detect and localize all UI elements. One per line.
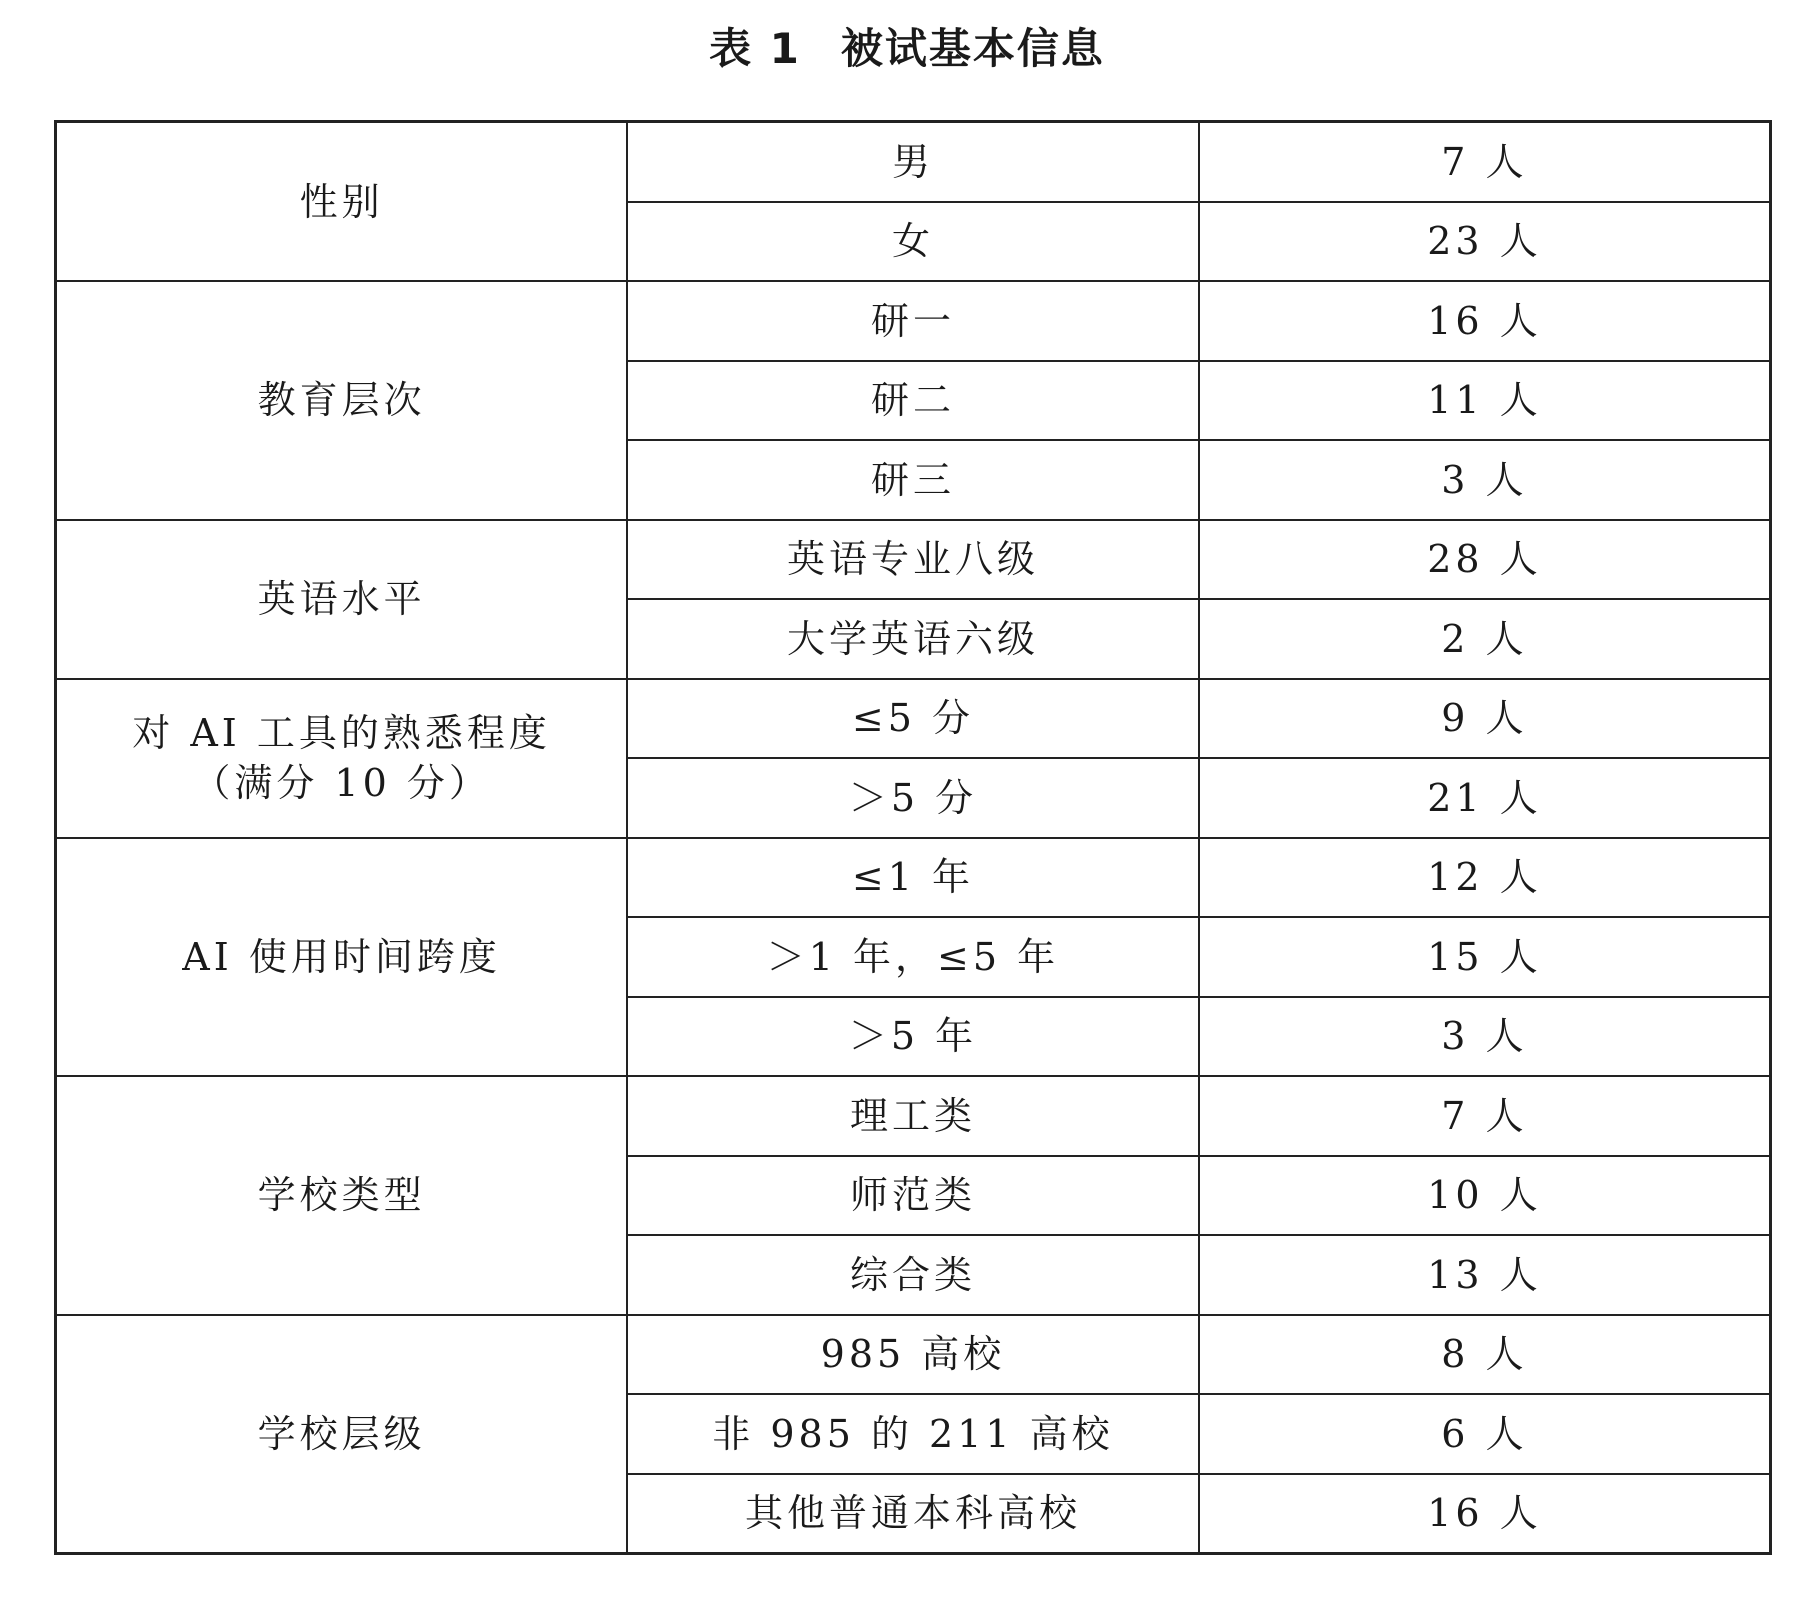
table-row bbox=[56, 1315, 1771, 1395]
table-row bbox=[56, 520, 1771, 600]
item-cell: 女 bbox=[627, 202, 1199, 282]
count-cell: 10 人 bbox=[1199, 1156, 1771, 1236]
count-cell: 11 人 bbox=[1199, 361, 1771, 441]
count-cell: 3 人 bbox=[1199, 440, 1771, 520]
item-cell: ＞5 年 bbox=[627, 997, 1199, 1077]
category-cell bbox=[56, 838, 628, 1077]
category-cell bbox=[56, 520, 628, 679]
item-cell: 综合类 bbox=[627, 1235, 1199, 1315]
category-cell bbox=[56, 1315, 628, 1554]
category-cell bbox=[56, 281, 628, 520]
count-cell: 15 人 bbox=[1199, 917, 1771, 997]
item-cell: 非 985 的 211 高校 bbox=[627, 1394, 1199, 1474]
count-cell: 9 人 bbox=[1199, 679, 1771, 759]
item-cell: 理工类 bbox=[627, 1076, 1199, 1156]
count-cell: 7 人 bbox=[1199, 122, 1771, 202]
category-label: 学校层级 bbox=[257, 1411, 426, 1456]
category-label: 英语水平 bbox=[257, 577, 426, 621]
item-cell: ＞1 年，≤5 年 bbox=[627, 917, 1199, 997]
table-number: 表 1 bbox=[709, 24, 801, 73]
table-row bbox=[56, 281, 1771, 361]
count-cell: 3 人 bbox=[1199, 997, 1771, 1077]
item-cell: 研二 bbox=[627, 361, 1199, 441]
table-title: 被试基本信息 bbox=[840, 24, 1105, 73]
category-label: 对 AI 工具的熟悉程度 bbox=[132, 711, 551, 755]
item-cell: 师范类 bbox=[627, 1156, 1199, 1236]
category-cell bbox=[56, 1076, 628, 1315]
count-cell: 7 人 bbox=[1199, 1076, 1771, 1156]
participant-info-table bbox=[54, 120, 1772, 1555]
item-cell: 大学英语六级 bbox=[627, 599, 1199, 679]
item-cell: 985 高校 bbox=[627, 1315, 1199, 1395]
category-cell bbox=[56, 679, 628, 838]
count-cell: 8 人 bbox=[1199, 1315, 1771, 1395]
count-cell: 6 人 bbox=[1199, 1394, 1771, 1474]
item-cell: 研三 bbox=[627, 440, 1199, 520]
count-cell: 23 人 bbox=[1199, 202, 1771, 282]
category-label: 教育层次 bbox=[257, 378, 426, 423]
item-cell: 男 bbox=[627, 122, 1199, 202]
count-cell: 16 人 bbox=[1199, 1474, 1771, 1554]
count-cell: 13 人 bbox=[1199, 1235, 1771, 1315]
item-cell: ≤5 分 bbox=[627, 679, 1199, 759]
item-cell: 英语专业八级 bbox=[627, 520, 1199, 600]
category-label-note: （满分 10 分） bbox=[192, 761, 491, 805]
count-cell: 21 人 bbox=[1199, 758, 1771, 838]
category-label: AI 使用时间跨度 bbox=[182, 934, 501, 979]
count-cell: 12 人 bbox=[1199, 838, 1771, 918]
category-cell bbox=[56, 122, 628, 282]
item-cell: ＞5 分 bbox=[627, 758, 1199, 838]
count-cell: 2 人 bbox=[1199, 599, 1771, 679]
item-cell: 研一 bbox=[627, 281, 1199, 361]
item-cell: ≤1 年 bbox=[627, 838, 1199, 918]
item-cell: 其他普通本科高校 bbox=[627, 1474, 1199, 1554]
table-row bbox=[56, 838, 1771, 918]
category-label: 性别 bbox=[299, 179, 384, 224]
category-label: 学校类型 bbox=[257, 1173, 426, 1218]
count-cell: 16 人 bbox=[1199, 281, 1771, 361]
table-row bbox=[56, 122, 1771, 202]
table-row bbox=[56, 1076, 1771, 1156]
count-cell: 28 人 bbox=[1199, 520, 1771, 600]
table-row bbox=[56, 679, 1771, 759]
table-caption bbox=[0, 14, 1814, 84]
